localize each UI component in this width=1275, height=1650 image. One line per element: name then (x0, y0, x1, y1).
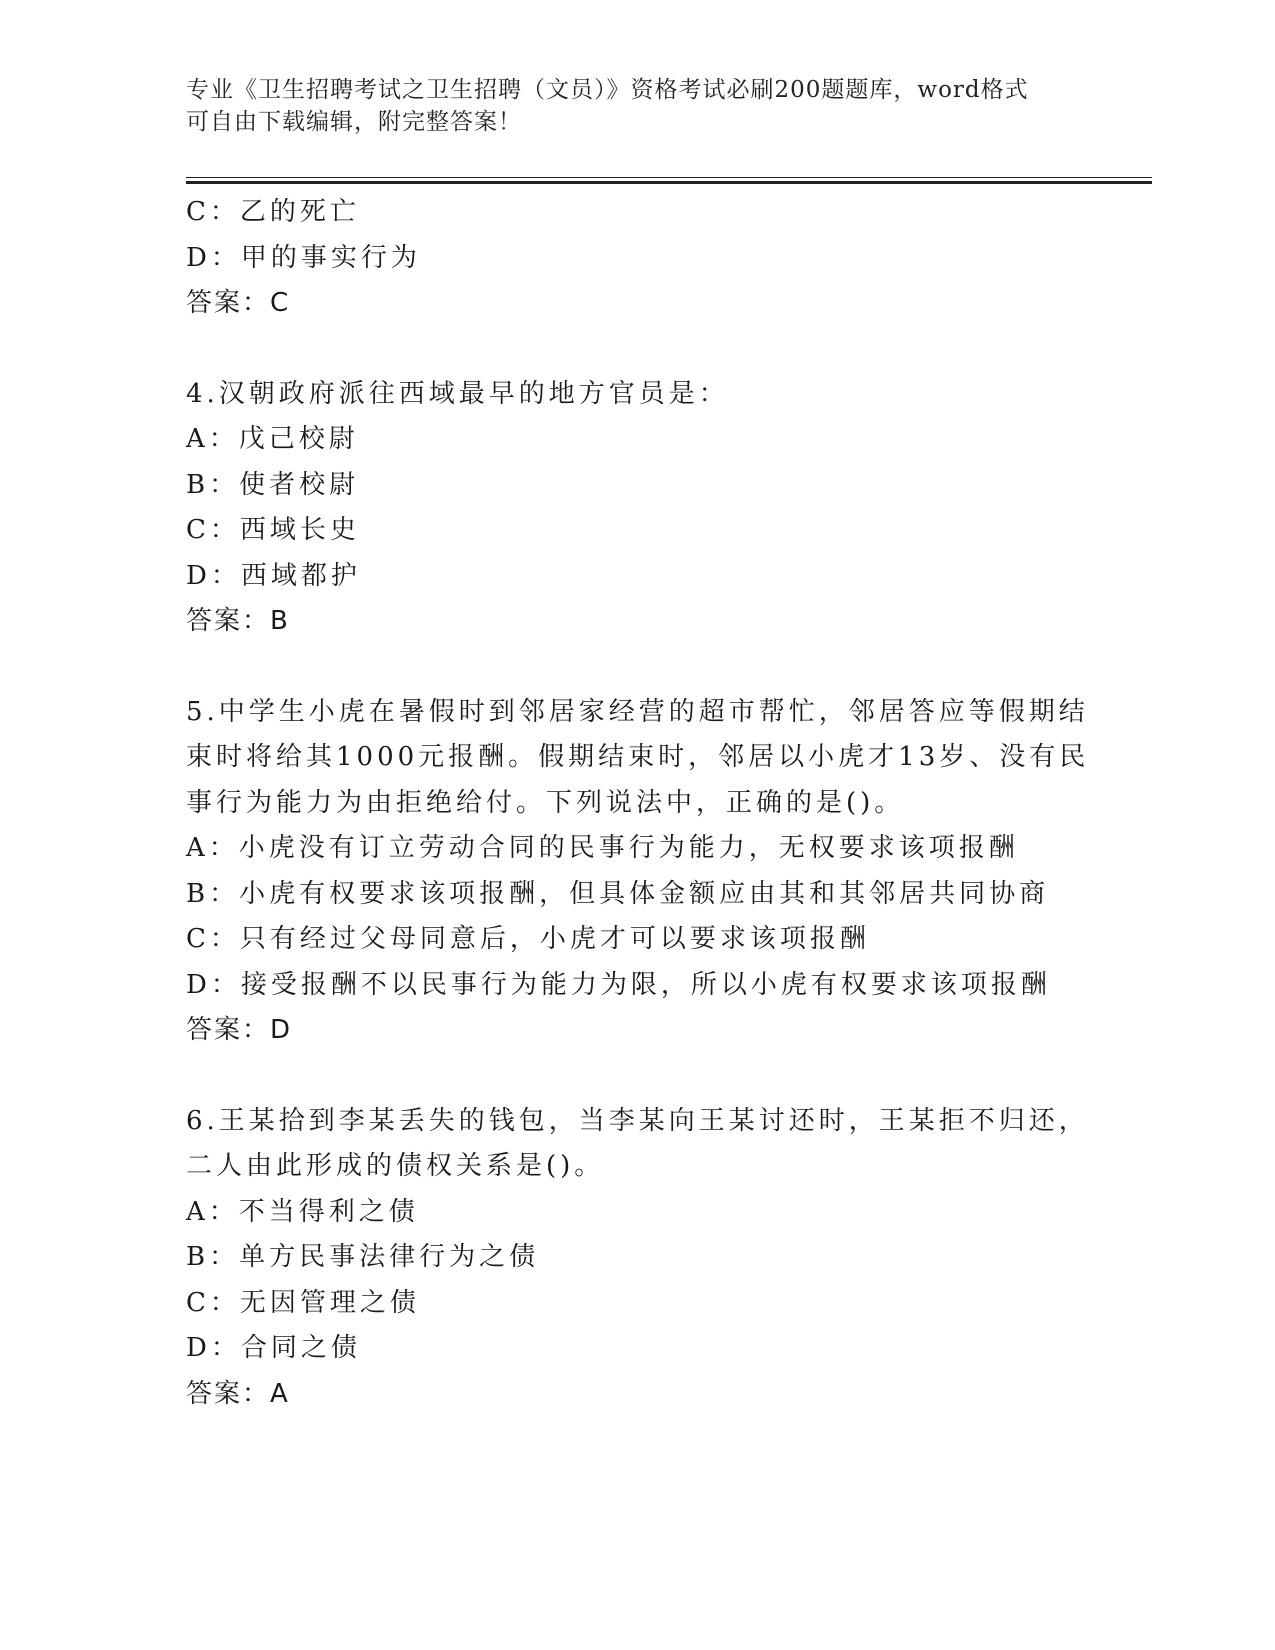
page-header (186, 74, 1066, 138)
question-stem-line-1: 5.中学生小虎在暑假时到邻居家经营的超市帮忙，邻居答应等假期结 (186, 696, 1089, 727)
option-a: A：戊己校尉 (186, 424, 359, 454)
question-block-prev (186, 190, 1086, 327)
option-d: D：合同之债 (186, 1333, 361, 1363)
option-b: B：使者校尉 (186, 469, 360, 500)
header-rule-thick (186, 181, 1152, 184)
question-stem-line-1: 6.王某拾到李某丢失的钱包，当李某向王某讨还时，王某拒不归还， (186, 1105, 1089, 1136)
question-block-4 (186, 372, 1086, 645)
header-rule-thin (186, 177, 1152, 178)
spacer (186, 645, 1086, 690)
question-stem-line-3: 事行为能力为由拒绝给付。下列说法中，正确的是()。 (186, 787, 905, 818)
header-line-1: 专业《卫生招聘考试之卫生招聘（文员）》资格考试必刷200题题库，word格式 (186, 77, 1029, 103)
answer-label: 答案：A (186, 1378, 290, 1409)
option-c: C：只有经过父母同意后，小虎才可以要求该项报酬 (186, 924, 870, 954)
answer-label: 答案：C (186, 288, 291, 318)
option-b: B：小虎有权要求该项报酬，但具体金额应由其和其邻居共同协商 (186, 878, 1050, 909)
question-block-5 (186, 690, 1090, 1054)
option-d: D：西域都护 (186, 560, 361, 591)
option-c: C：乙的死亡 (186, 197, 360, 227)
option-d: D：接受报酬不以民事行为能力为限，所以小虎有权要求该项报酬 (186, 969, 1051, 1000)
spacer (186, 327, 1086, 372)
option-c: C：西域长史 (186, 515, 360, 545)
option-c: C：无因管理之债 (186, 1287, 420, 1318)
question-stem: 4.汉朝政府派往西域最早的地方官员是： (186, 378, 729, 409)
option-b: B：单方民事法律行为之债 (186, 1242, 540, 1272)
answer-label: 答案：B (186, 606, 290, 636)
spacer (186, 1054, 1086, 1099)
answer-label: 答案：D (186, 1015, 293, 1045)
option-d: D：甲的事实行为 (186, 242, 421, 273)
option-a: A：不当得利之债 (186, 1196, 419, 1227)
question-stem-line-2: 束时将给其1000元报酬。假期结束时，邻居以小虎才13岁、没有民 (186, 742, 1090, 772)
question-block-6 (186, 1099, 1089, 1418)
header-line-2: 可自由下载编辑，附完整答案！ (186, 109, 522, 135)
question-list (186, 190, 1090, 1417)
question-stem-line-2: 二人由此形成的债权关系是()。 (186, 1151, 605, 1181)
option-a: A：小虎没有订立劳动合同的民事行为能力，无权要求该项报酬 (186, 833, 1019, 863)
